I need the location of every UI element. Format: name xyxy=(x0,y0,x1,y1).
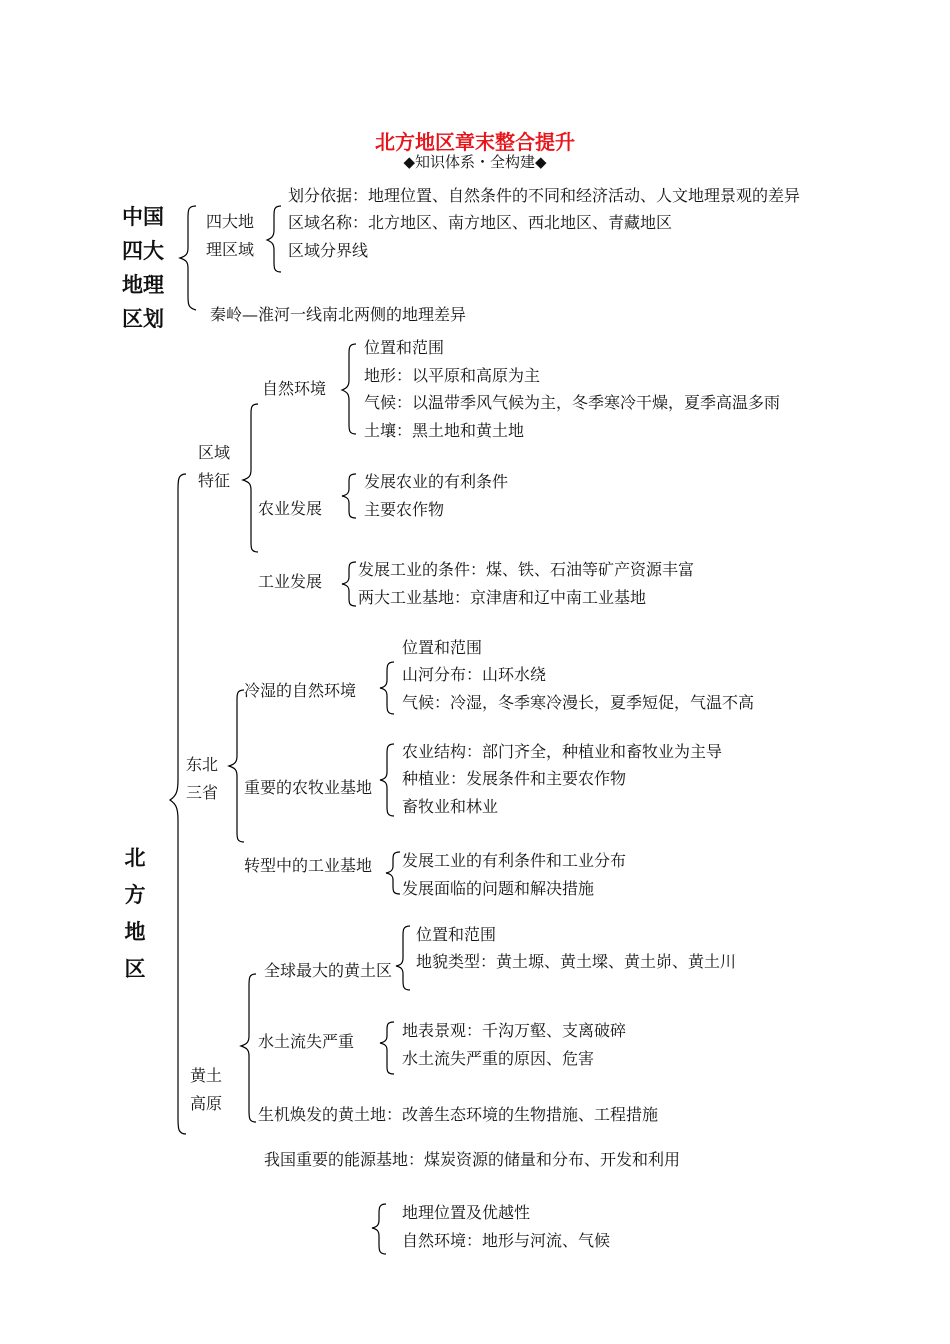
brace-china xyxy=(180,206,196,310)
farm-item: 农业结构：部门齐全，种植业和畜牧业为主导 xyxy=(402,742,723,761)
region-boundary: 区域分界线 xyxy=(288,241,369,260)
region-features-label-2: 特征 xyxy=(198,471,231,490)
farm-item: 畜牧业和林业 xyxy=(402,797,499,816)
brace-four-regions xyxy=(267,206,281,272)
largest-item: 位置和范围 xyxy=(416,925,497,944)
brace-industry xyxy=(342,562,356,606)
four-regions-label: 四大地理区域 xyxy=(206,212,255,259)
erosion-item: 地表景观：千沟万壑、支离破碎 xyxy=(402,1021,627,1040)
loess-label-2: 高原 xyxy=(190,1094,223,1113)
brace-region-features xyxy=(243,404,258,552)
cold-humid-label: 冷湿的自然环境 xyxy=(244,681,357,700)
farm-item: 种植业：发展条件和主要农作物 xyxy=(402,769,627,788)
transform-item: 发展工业的有利条件和工业分布 xyxy=(402,851,627,870)
brace-transform xyxy=(386,852,400,894)
erosion-item: 水土流失严重的原因、危害 xyxy=(402,1049,595,1068)
brace-agriculture xyxy=(342,474,356,518)
brace-erosion xyxy=(380,1022,394,1074)
brace-loess xyxy=(241,974,256,1122)
industry-label: 工业发展 xyxy=(258,572,323,591)
north-region-label: 北方地区 xyxy=(124,846,146,981)
natural-item: 土壤：黑土地和黄土地 xyxy=(364,421,525,440)
brace-largest xyxy=(396,926,410,990)
brace-north xyxy=(170,474,186,1134)
industry-item: 发展工业的条件：煤、铁、石油等矿产资源丰富 xyxy=(358,560,695,579)
cold-item: 位置和范围 xyxy=(402,638,483,657)
china-regions-label: 中国四大地理区划 xyxy=(122,205,164,331)
transform-item: 发展面临的问题和解决措施 xyxy=(402,879,595,898)
cold-item: 气候：冷湿，冬季寒冷漫长，夏季短促，气温不高 xyxy=(402,693,755,712)
agriculture-label: 农业发展 xyxy=(258,499,323,518)
agriculture-item: 主要农作物 xyxy=(364,500,445,519)
erosion-label: 水土流失严重 xyxy=(258,1032,355,1051)
division-basis: 划分依据：地理位置、自然条件的不同和经济活动、人文地理景观的差异 xyxy=(288,186,801,205)
natural-item: 地形：以平原和高原为主 xyxy=(364,366,541,385)
brace-northeast xyxy=(229,690,244,842)
natural-environment-label: 自然环境 xyxy=(262,379,327,398)
page-subtitle: ◆知识体系・全构建◆ xyxy=(403,153,547,171)
region-features-label: 区域 xyxy=(198,443,231,462)
loess-label: 黄土 xyxy=(190,1066,223,1085)
brace-bottom xyxy=(372,1204,386,1254)
energy-base-text: 我国重要的能源基地：煤炭资源的储量和分布、开发和利用 xyxy=(264,1150,681,1169)
northeast-label: 东北 xyxy=(186,755,219,774)
qinling-huaihe-line: 秦岭—淮河一线南北两侧的地理差异 xyxy=(210,305,467,324)
region-names: 区域名称：北方地区、南方地区、西北地区、青藏地区 xyxy=(288,213,673,232)
bottom-item: 自然环境：地形与河流、气候 xyxy=(402,1231,611,1250)
northeast-label-2: 三省 xyxy=(186,783,219,802)
natural-item: 位置和范围 xyxy=(364,338,445,357)
revival-text: 生机焕发的黄土地：改善生态环境的生物措施、工程措施 xyxy=(258,1105,659,1124)
brace-farm xyxy=(380,744,394,816)
industry-item: 两大工业基地：京津唐和辽中南工业基地 xyxy=(358,588,647,607)
natural-item: 气候：以温带季风气候为主，冬季寒冷干燥，夏季高温多雨 xyxy=(364,393,781,412)
brace-cold xyxy=(380,662,394,714)
page-title: 北方地区章末整合提升 xyxy=(375,130,575,154)
largest-loess-label: 全球最大的黄土区 xyxy=(264,961,393,980)
transform-label: 转型中的工业基地 xyxy=(244,856,373,875)
cold-item: 山河分布：山环水绕 xyxy=(402,665,547,684)
bottom-item: 地理位置及优越性 xyxy=(402,1203,531,1222)
largest-item: 地貌类型：黄土塬、黄土墚、黄土峁、黄土川 xyxy=(416,952,737,971)
agriculture-item: 发展农业的有利条件 xyxy=(364,472,509,491)
farm-base-label: 重要的农牧业基地 xyxy=(244,778,373,797)
brace-natural xyxy=(342,344,356,434)
